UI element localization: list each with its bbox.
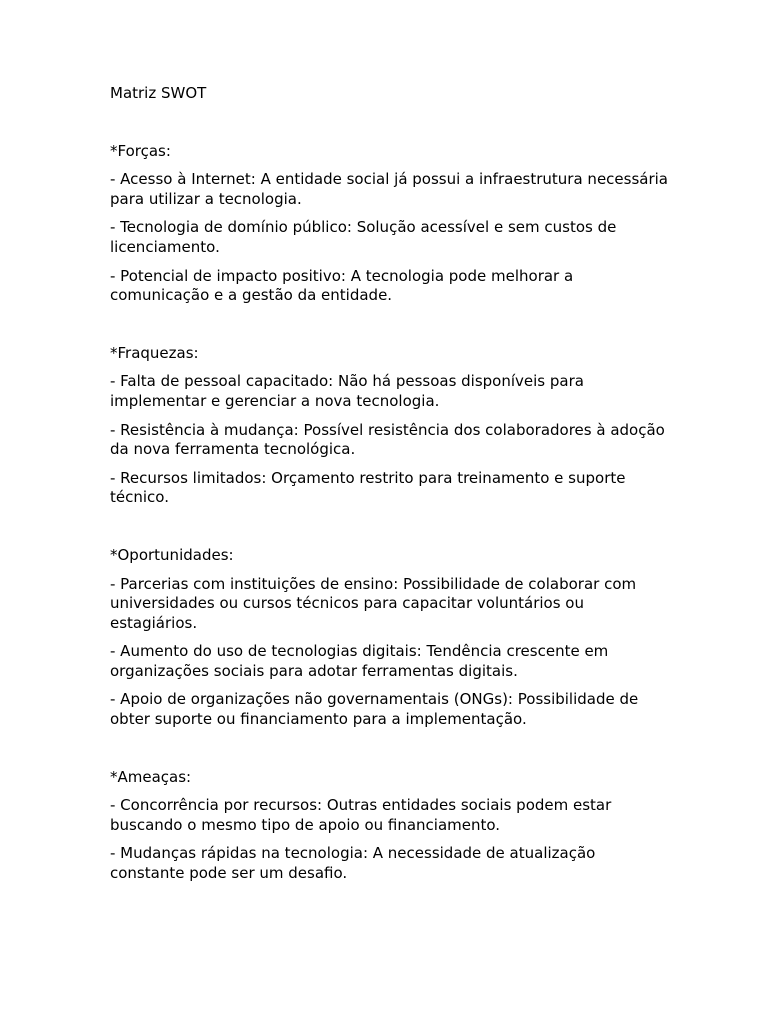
section-heading: *Ameaças:: [110, 767, 192, 786]
list-item: - Acesso à Internet: A entidade social já possui a infraestrutura necessária para utilizar a tecnologia.: [110, 170, 668, 208]
list-item: - Parcerias com instituições de ensino: Possibilidade de colaborar com universidades ou cursos técnicos para capacitar voluntários ou estagiários.: [110, 574, 637, 632]
list-item: - Tecnologia de domínio público: Solução acessível e sem custos de licenciamento.: [110, 218, 617, 256]
section-fraquezas: [110, 344, 670, 508]
list-item: - Aumento do uso de tecnologias digitais: Tendência crescente em organizações sociais para adotar ferramentas digitais.: [110, 642, 609, 680]
section-heading: *Oportunidades:: [110, 545, 234, 564]
list-item: - Resistência à mudança: Possível resistência dos colaboradores à adoção da nova ferramenta tecnológica.: [110, 420, 665, 459]
list-item: - Apoio de organizações não governamentais (ONGs): Possibilidade de obter suporte ou financiamento para a implementação.: [110, 690, 639, 729]
section-heading: *Forças:: [110, 141, 171, 160]
document-title: Matriz SWOT: [110, 84, 207, 102]
list-item: - Concorrência por recursos: Outras entidades sociais podem estar buscando o mesmo tipo de apoio ou financiamento.: [110, 796, 612, 834]
section-ameacas: [110, 768, 670, 884]
list-item: - Mudanças rápidas na tecnologia: A necessidade de atualização constante pode ser um desafio.: [110, 844, 596, 883]
section-heading: *Fraquezas:: [110, 343, 199, 362]
section-forcas: [110, 142, 670, 306]
document-page: [110, 84, 670, 922]
list-item: - Falta de pessoal capacitado: Não há pessoas disponíveis para implementar e gerenciar a nova tecnologia.: [110, 372, 584, 410]
list-item: - Recursos limitados: Orçamento restrito para treinamento e suporte técnico.: [110, 468, 626, 507]
section-oportunidades: [110, 546, 670, 730]
list-item: - Potencial de impacto positivo: A tecnologia pode melhorar a comunicação e a gestão da entidade.: [110, 266, 574, 305]
